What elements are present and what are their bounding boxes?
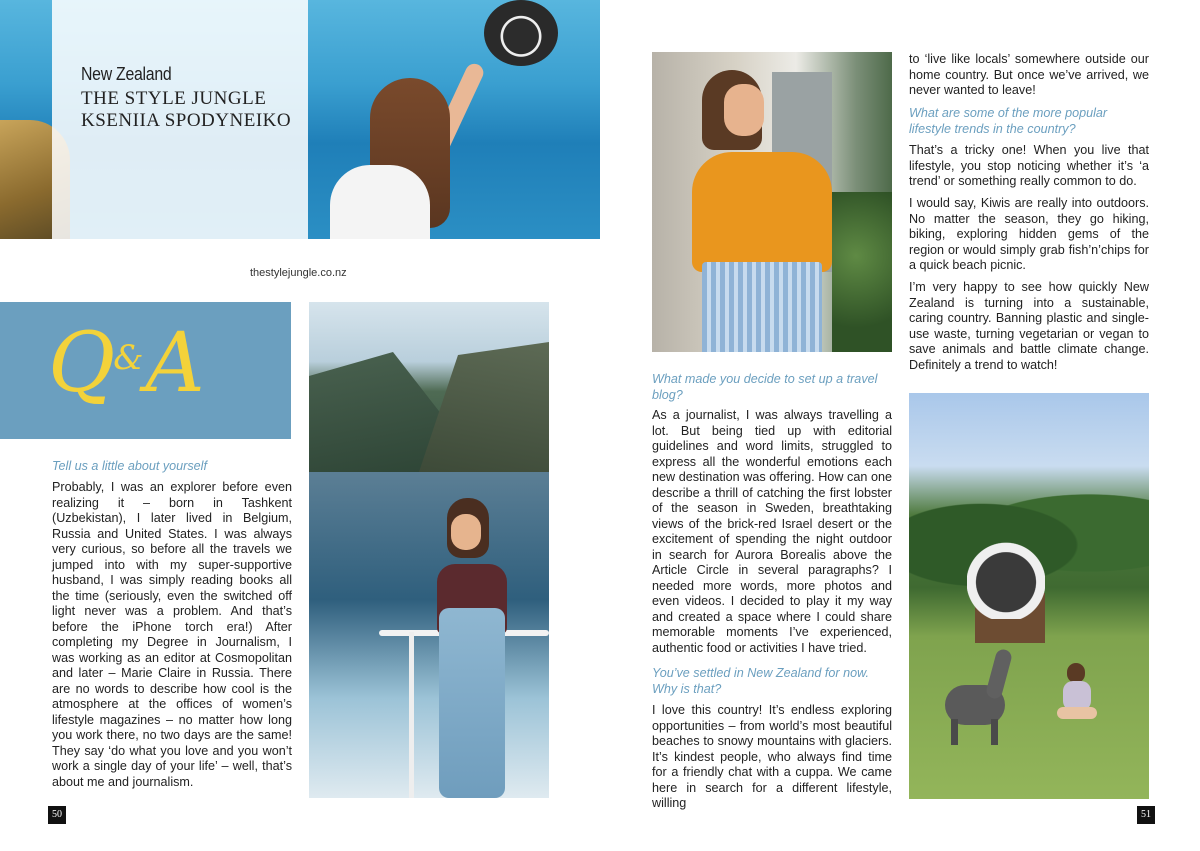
sweater-plant [832,192,892,352]
person-head [1067,663,1085,683]
qa-heading-box [0,302,291,439]
page-number-right: 51 [1137,806,1155,824]
person-skirt [702,262,822,352]
person-face [451,514,481,550]
alpaca-photo [909,393,1149,799]
railing-post [409,632,414,798]
question-3: You’ve settled in New Zealand for now. Why is that? [652,666,870,696]
blog-title: THE STYLE JUNGLE [81,88,267,109]
qa-amp: & [113,338,144,378]
author-name: KSENIIA SPODYNEIKO [81,110,292,131]
alpaca-neck [985,648,1013,700]
article-header [81,64,311,132]
alpaca-leg [991,719,998,745]
qa-heading [48,316,201,411]
fjord-person [429,498,519,798]
hero-photo [0,0,600,239]
person-face [724,84,764,136]
qa-q: Q [48,316,112,411]
answer-4-paragraph-3: I’m very happy to see how quickly New Zealand is turning into a sustainable, caring country. Banning plastic and single-use waste, turning vegetarian or vegan to save animals and battle climate change. Definitely a trend to watch! [909,280,1149,372]
page-number-left: 50 [48,806,66,824]
question-2: What made you decide to set up a travel blog? [652,372,878,402]
answer-4-paragraph-1: That’s a tricky one! When you live that lifestyle, you stop noticing whether it’s ‘a trend’ or something really common to do. [909,143,1149,188]
alpaca-leg [951,719,958,745]
answer-3-continued: to ‘live like locals’ somewhere outside our home country. But once we’ve arrived, we never wanted to leave! [909,52,1149,97]
answer-2: As a journalist, I was always travelling a lot. But being tied up with editorial guidelines and word limits, struggled to express all the wonderful emotions each new destination was offering. How can one describe a thrill of catching the first lobster of the season in Sweden, breathtaking views of the brick-red Israel desert or the excitement of spending the night outdoor in search for Aurora Borealis above the Article Circle in several paragraphs? I needed more words, more photos and even videos. I decided to play it my way and created a space where I could share memorable moments I’ve experienced, authentic food or activities I have tried. [652,408,892,655]
question-1: Tell us a little about yourself [52,459,207,473]
answer-4-paragraph-2: I would say, Kiwis are really into outdoors. No matter the season, they go hiking, biking, exploring hidden gems of the region or would simply grab fish’n’chips for a quick beach picnic. [909,196,1149,272]
answer-3: I love this country! It’s endless exploring opportunities – from world’s most beautiful beaches to snowy mountains with glaciers. It’s kindest people, who always find time for a friendly chat with a cuppa. We came here in search for a different lifestyle, willing [652,703,892,810]
alpaca [945,649,1025,739]
hero-hat [484,0,558,66]
site-url: thestylejungle.co.nz [250,267,347,279]
sweater-photo [652,52,892,352]
location-label: New Zealand [81,64,172,84]
glamping-pod [967,527,1045,619]
person-sweater [692,152,832,272]
person-legs [1057,707,1097,719]
answer-1: Probably, I was an explorer before even realizing it – born in Tashkent (Uzbekistan), I later lived in Belgium, Russia and United States. I was always very curious, so before all the travels we jumped into with my super-supportive husband, I was simply reading books all the time (seriously, even the switched off light never was a problem. And that’s before the iPhone torch era!) After completing my Degree in Journalism, I was working as an editor at Cosmopolitan and later – Marie Claire in Russia. There are no words to describe how cool is the atmosphere at the offices of women’s lifestyle magazines – no matter how long you work there, no two days are the same! They say ‘do what you love and you won’t work a single day of your life’ – well, that’s about me and journalism. [52,480,292,789]
seated-person [1057,663,1097,723]
fjord-mountain-right [419,342,549,472]
question-4: What are some of the more popular lifestyle trends in the country? [909,106,1108,136]
person-overalls [439,608,505,798]
qa-a: A [145,316,201,411]
fjord-photo [309,302,549,798]
hero-shirt [330,165,430,239]
